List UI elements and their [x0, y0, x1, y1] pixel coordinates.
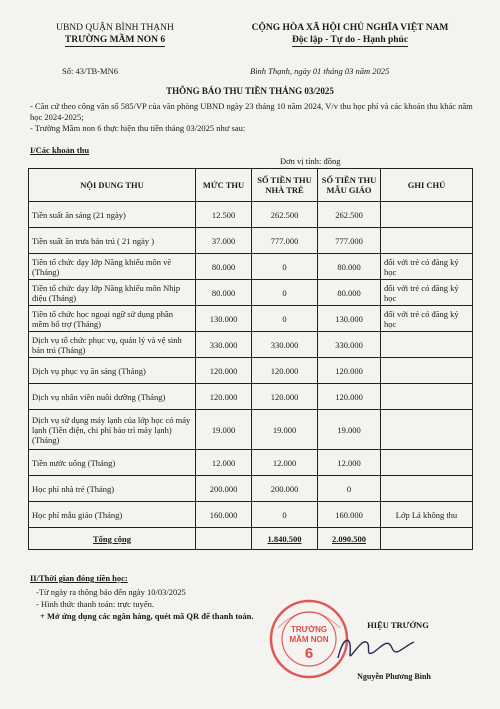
cell-note: đối với trẻ có đăng ký học: [381, 280, 473, 306]
header-nursery: SỐ TIỀN THU NHÀ TRẺ: [252, 169, 318, 202]
svg-text:MẦM NON: MẦM NON: [289, 635, 329, 644]
document-title: THÔNG BÁO THU TIỀN THÁNG 03/2025: [166, 86, 334, 96]
table-row: [29, 502, 473, 528]
cell-note: [381, 202, 473, 228]
cell-rate: 160.000: [196, 502, 252, 528]
cell-nursery: 0: [252, 306, 318, 332]
cell-rate: 130.000: [196, 306, 252, 332]
district-name: UBND QUẬN BÌNH THẠNH: [56, 23, 174, 33]
cell-note: đối với trẻ có đăng ký học: [381, 254, 473, 280]
cell-note: [381, 332, 473, 358]
cell-rate: 80.000: [196, 280, 252, 306]
document-number: Số: 43/TB-MN6: [62, 66, 118, 76]
cell-kindergarten: 160.000: [318, 502, 381, 528]
total-nursery: 1.840.500: [267, 533, 302, 544]
signature-name: Nguyễn Phương Bình: [357, 672, 431, 681]
cell-content: Học phí mẫu giáo (Tháng): [29, 502, 196, 528]
cell-note: [381, 384, 473, 410]
intro-line-2: - Trường Mầm non 6 thực hiện thu tiền tháng 03/2025 như sau:: [30, 123, 246, 133]
total-label: Tổng cộng: [92, 533, 132, 544]
table-total-row: [29, 528, 473, 550]
section-1-heading: I/Các khoản thu: [30, 145, 90, 155]
cell-note: [381, 358, 473, 384]
table-row: [29, 306, 473, 332]
cell-content: Tiền nước uống (Tháng): [29, 450, 196, 476]
cell-rate: 37.000: [196, 228, 252, 254]
cell-note: đối với trẻ có đăng ký học: [381, 306, 473, 332]
table-row: [29, 228, 473, 254]
payment-deadline: -Từ ngày ra thông báo đến ngày 10/03/2025: [36, 587, 186, 597]
cell-kindergarten: 80.000: [318, 280, 381, 306]
table-header-row: [29, 169, 473, 202]
school-name: TRƯỜNG MẦM NON 6: [64, 35, 166, 45]
table-row: [29, 384, 473, 410]
cell-rate: 120.000: [196, 384, 252, 410]
unit-label: Đơn vị tính: đồng: [280, 156, 341, 166]
cell-nursery: 200.000: [252, 476, 318, 502]
total-rate: [196, 528, 252, 550]
cell-content: Dịch vụ nhân viên nuôi dưỡng (Tháng): [29, 384, 196, 410]
payment-instruction: + Mở ứng dụng các ngân hàng, quét mã QR để thanh toán.: [40, 611, 254, 621]
cell-rate: 19.000: [196, 410, 252, 450]
cell-rate: 200.000: [196, 476, 252, 502]
cell-content: Tiền tổ chức dạy lớp Năng khiếu môn vẽ (Tháng): [29, 254, 196, 280]
cell-kindergarten: 80.000: [318, 254, 381, 280]
cell-content: Tiền tổ chức dạy lớp Năng khiếu môn Nhịp điệu (Tháng): [29, 280, 196, 306]
cell-kindergarten: 262.500: [318, 202, 381, 228]
cell-note: [381, 450, 473, 476]
cell-note: Lớp Lá không thu: [381, 502, 473, 528]
section-2-lines: [36, 586, 254, 622]
cell-nursery: 262.500: [252, 202, 318, 228]
cell-nursery: 120.000: [252, 358, 318, 384]
cell-rate: 80.000: [196, 254, 252, 280]
cell-content: Dịch vụ tổ chức phục vụ, quản lý và vệ sinh bán trú (Tháng): [29, 332, 196, 358]
cell-kindergarten: 120.000: [318, 358, 381, 384]
table-row: [29, 410, 473, 450]
table-row: [29, 254, 473, 280]
total-kindergarten: 2.090.500: [332, 533, 366, 544]
header-note: GHI CHÚ: [381, 169, 473, 202]
cell-nursery: 777.000: [252, 228, 318, 254]
cell-rate: 120.000: [196, 358, 252, 384]
cell-nursery: 12.000: [252, 450, 318, 476]
cell-nursery: 19.000: [252, 410, 318, 450]
cell-content: Tiền tổ chức học ngoại ngữ sử dụng phần mềm bổ trợ (Tháng): [29, 306, 196, 332]
cell-kindergarten: 19.000: [318, 410, 381, 450]
table-row: [29, 280, 473, 306]
section-2-label: II/Thời gian đóng tiền học:: [30, 573, 128, 583]
cell-content: Tiền suất ăn trưa bán trú ( 21 ngày ): [29, 228, 196, 254]
signature-title: HIỆU TRƯỞNG: [367, 620, 429, 630]
cell-nursery: 0: [252, 502, 318, 528]
cell-rate: 12.500: [196, 202, 252, 228]
cell-kindergarten: 777.000: [318, 228, 381, 254]
total-note: [381, 528, 473, 550]
place-date: Bình Thạnh, ngày 01 tháng 03 năm 2025: [250, 66, 390, 76]
header-kindergarten: SỐ TIỀN THU MẪU GIÁO: [318, 169, 381, 202]
cell-kindergarten: 130.000: [318, 306, 381, 332]
table-row: [29, 332, 473, 358]
table-row: [29, 202, 473, 228]
cell-content: Dịch vụ sử dụng máy lạnh của lớp học có máy lạnh (Tiền điện, chi phí bảo trì máy lạnh) (Tháng): [29, 410, 196, 450]
table-row: [29, 358, 473, 384]
cell-rate: 12.000: [196, 450, 252, 476]
header-left: [30, 22, 200, 47]
table-row: [29, 476, 473, 502]
intro-line-1: - Căn cứ theo công văn số 585/VP của văn phòng UBND ngày 23 tháng 10 năm 2024, V/v thu học phí và các khoản thu khác năm học 2024-2025;: [30, 101, 473, 122]
table-row: [29, 450, 473, 476]
header-content: NỘI DUNG THU: [29, 169, 196, 202]
cell-note: [381, 410, 473, 450]
cell-rate: 330.000: [196, 332, 252, 358]
intro-text: [30, 101, 475, 134]
header-right: [215, 22, 485, 47]
cell-note: [381, 228, 473, 254]
cell-kindergarten: 0: [318, 476, 381, 502]
svg-text:6: 6: [304, 645, 314, 662]
cell-content: Tiền suất ăn sáng (21 ngày): [29, 202, 196, 228]
payment-method: - Hình thức thanh toán: trực tuyến.: [36, 599, 155, 609]
cell-nursery: 330.000: [252, 332, 318, 358]
cell-nursery: 0: [252, 254, 318, 280]
cell-content: Dịch vụ phục vụ ăn sáng (Tháng): [29, 358, 196, 384]
header-rate: MỨC THU: [196, 169, 252, 202]
fee-table: [28, 168, 473, 550]
cell-note: [381, 476, 473, 502]
cell-kindergarten: 330.000: [318, 332, 381, 358]
section-2-heading: [30, 573, 128, 583]
cell-nursery: 0: [252, 280, 318, 306]
national-title: CỘNG HÒA XÃ HỘI CHỦ NGHĨA VIỆT NAM: [251, 23, 449, 33]
cell-kindergarten: 12.000: [318, 450, 381, 476]
cell-content: Học phí nhà trẻ (Tháng): [29, 476, 196, 502]
cell-nursery: 120.000: [252, 384, 318, 410]
national-motto: Độc lập - Tự do - Hạnh phúc: [291, 35, 409, 45]
svg-text:TRƯỜNG: TRƯỜNG: [290, 625, 328, 634]
cell-kindergarten: 120.000: [318, 384, 381, 410]
handwritten-signature: [330, 628, 420, 668]
